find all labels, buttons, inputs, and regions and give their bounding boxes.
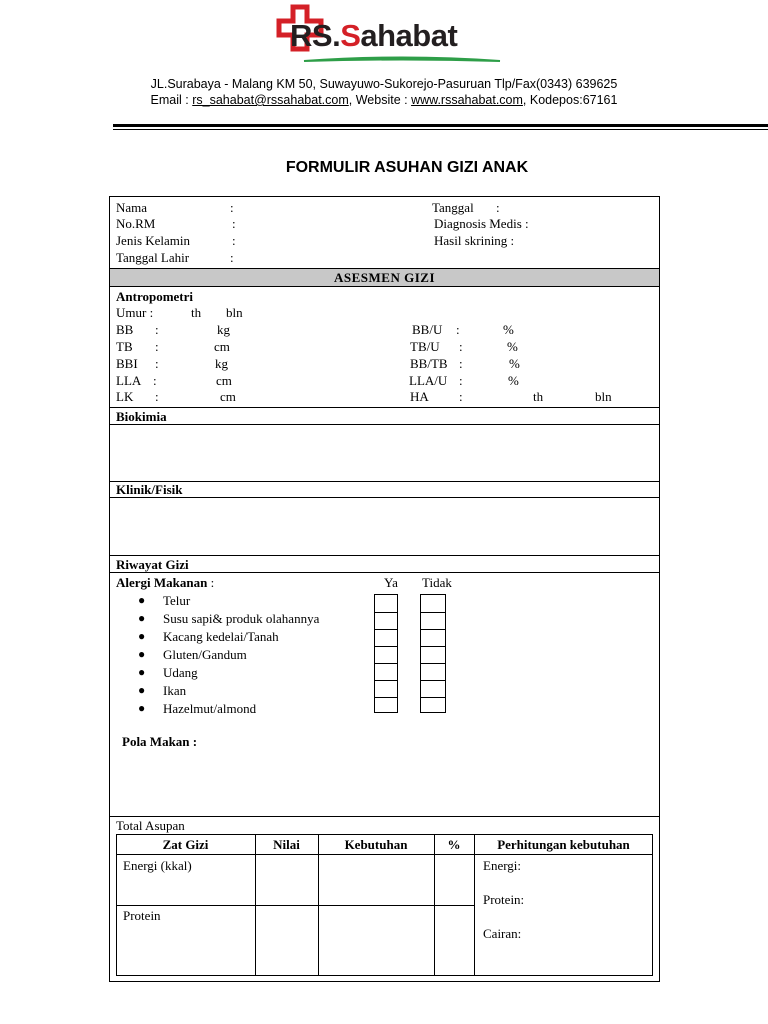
- checkbox-tidak[interactable]: [420, 629, 446, 647]
- allergy-item: Hazelmut/almond: [163, 701, 257, 716]
- col-ya: Ya: [384, 575, 398, 590]
- email-label: Email :: [150, 93, 193, 107]
- table-col-divider: [318, 834, 319, 976]
- logo-swoosh: [302, 52, 502, 66]
- asesmen-gizi-title: ASESMEN GIZI: [334, 270, 435, 285]
- calc-cairan: Cairan:: [483, 926, 522, 941]
- colon: :: [459, 373, 463, 388]
- colon: :: [456, 322, 460, 337]
- unit-tbu: %: [507, 339, 518, 354]
- header-percent: %: [447, 837, 461, 852]
- allergy-item: Ikan: [163, 683, 187, 698]
- checkbox-ya[interactable]: [374, 646, 398, 664]
- umur-th: th: [191, 305, 202, 320]
- unit-bbu: %: [503, 322, 514, 337]
- colon: :: [155, 339, 159, 354]
- label-ha: HA: [410, 389, 429, 404]
- biokimia-field[interactable]: [110, 425, 659, 481]
- label-tanggal-lahir: Tanggal Lahir: [116, 250, 190, 265]
- divider: [109, 816, 660, 817]
- checkbox-ya[interactable]: [374, 680, 398, 698]
- table-col-divider: [474, 834, 475, 976]
- biokimia-title: Biokimia: [116, 409, 167, 424]
- form-title: FORMULIR ASUHAN GIZI ANAK: [285, 159, 529, 176]
- colon: :: [153, 373, 157, 388]
- colon: :: [230, 200, 234, 215]
- header-nilai: Nilai: [273, 837, 300, 852]
- row-energi: Energi (kkal): [123, 858, 192, 873]
- bullet: ●: [138, 701, 146, 715]
- ha-th: th: [533, 389, 544, 404]
- total-asupan-title: Total Asupan: [116, 818, 185, 833]
- row-protein: Protein: [123, 908, 161, 923]
- label-tb: TB: [116, 339, 133, 354]
- colon: :: [230, 250, 234, 265]
- unit-bbtb: %: [509, 356, 520, 371]
- checkbox-ya[interactable]: [374, 629, 398, 647]
- checkbox-tidak[interactable]: [420, 612, 446, 630]
- checkbox-tidak[interactable]: [420, 697, 446, 713]
- postcode: , Kodepos:67161: [522, 93, 618, 107]
- label-tbu: TB/U: [410, 339, 440, 354]
- allergy-item: Kacang kedelai/Tanah: [163, 629, 279, 644]
- checkbox-ya[interactable]: [374, 697, 398, 713]
- checkbox-tidak[interactable]: [420, 646, 446, 664]
- calc-protein: Protein:: [483, 892, 525, 907]
- colon: :: [459, 389, 463, 404]
- header-zat-gizi: Zat Gizi: [162, 837, 209, 852]
- header-divider-thin: [113, 129, 768, 130]
- checkbox-ya[interactable]: [374, 612, 398, 630]
- antropometri-title: Antropometri: [116, 289, 194, 304]
- allergy-item: Gluten/Gandum: [163, 647, 247, 662]
- divider: [109, 555, 660, 556]
- allergy-item: Udang: [163, 665, 198, 680]
- ha-bln: bln: [595, 389, 612, 404]
- hospital-logo: [276, 4, 496, 64]
- table-row-divider: [116, 905, 474, 906]
- alergi-title: [116, 575, 214, 590]
- colon: :: [155, 356, 159, 371]
- label-tanggal: Tanggal: [432, 200, 474, 215]
- pola-makan-label: Pola Makan :: [122, 734, 198, 749]
- unit-lla: cm: [216, 373, 232, 388]
- unit-tb: cm: [214, 339, 230, 354]
- bullet: ●: [138, 647, 146, 661]
- label-bbtb: BB/TB: [410, 356, 448, 371]
- col-tidak: Tidak: [422, 575, 452, 590]
- divider: [109, 481, 660, 482]
- colon: :: [459, 339, 463, 354]
- calc-energi: Energi:: [483, 858, 522, 873]
- hospital-contact: [0, 93, 768, 108]
- klinik-fisik-title: Klinik/Fisik: [116, 482, 183, 497]
- label-nama: Nama: [116, 200, 148, 215]
- bullet: ●: [138, 611, 146, 625]
- label-diagnosis-medis: Diagnosis Medis :: [434, 216, 529, 231]
- header-perhitungan: Perhitungan kebutuhan: [497, 837, 630, 852]
- colon: :: [155, 389, 159, 404]
- bullet: ●: [138, 593, 146, 607]
- unit-lk: cm: [220, 389, 236, 404]
- label-bbi: BBI: [116, 356, 138, 371]
- umur-bln: bln: [226, 305, 243, 320]
- allergy-item: Telur: [163, 593, 191, 608]
- bullet: ●: [138, 683, 146, 697]
- label-bb: BB: [116, 322, 134, 337]
- website-label: , Website :: [348, 93, 412, 107]
- colon: :: [496, 200, 500, 215]
- colon: :: [207, 575, 215, 590]
- header-divider-thick: [113, 124, 768, 127]
- hospital-address: JL.Surabaya - Malang KM 50, Suwayuwo-Sukorejo-Pasuruan Tlp/Fax(0343) 639625: [150, 77, 618, 91]
- table-col-divider: [434, 834, 435, 976]
- alergi-label: Alergi Makanan: [116, 575, 208, 590]
- logo-text-rest: ahabat: [360, 18, 458, 53]
- allergy-item: Susu sapi& produk olahannya: [163, 611, 320, 626]
- klinik-fisik-field[interactable]: [110, 498, 659, 555]
- label-lk: LK: [116, 389, 134, 404]
- divider: [109, 407, 660, 408]
- colon: :: [155, 322, 159, 337]
- unit-llau: %: [508, 373, 519, 388]
- header-kebutuhan: Kebutuhan: [344, 837, 408, 852]
- logo-text-rs: RS.: [290, 18, 341, 53]
- checkbox-ya[interactable]: [374, 663, 398, 681]
- label-jenis-kelamin: Jenis Kelamin: [116, 233, 191, 248]
- label-bbu: BB/U: [412, 322, 443, 337]
- divider: [109, 572, 660, 573]
- email-link[interactable]: rs_sahabat@rssahabat.com: [192, 93, 349, 107]
- website-link[interactable]: www.rssahabat.com: [411, 93, 523, 107]
- checkbox-tidak[interactable]: [420, 680, 446, 698]
- table-col-divider: [255, 834, 256, 976]
- label-lla: LLA: [116, 373, 142, 388]
- unit-bb: kg: [217, 322, 230, 337]
- label-llau: LLA/U: [409, 373, 448, 388]
- colon: :: [232, 233, 236, 248]
- bullet: ●: [138, 665, 146, 679]
- bullet: ●: [138, 629, 146, 643]
- checkbox-ya[interactable]: [374, 594, 398, 613]
- unit-bbi: kg: [215, 356, 228, 371]
- pola-makan-field[interactable]: [110, 752, 659, 815]
- colon: :: [232, 216, 236, 231]
- table-header-divider: [116, 854, 653, 855]
- checkbox-tidak[interactable]: [420, 594, 446, 613]
- label-norm: No.RM: [116, 216, 156, 231]
- label-hasil-skrining: Hasil skrining :: [434, 233, 515, 248]
- logo-text-s: S: [340, 18, 361, 53]
- colon: :: [459, 356, 463, 371]
- label-umur: Umur :: [116, 305, 154, 320]
- riwayat-gizi-title: Riwayat Gizi: [116, 557, 189, 572]
- checkbox-tidak[interactable]: [420, 663, 446, 681]
